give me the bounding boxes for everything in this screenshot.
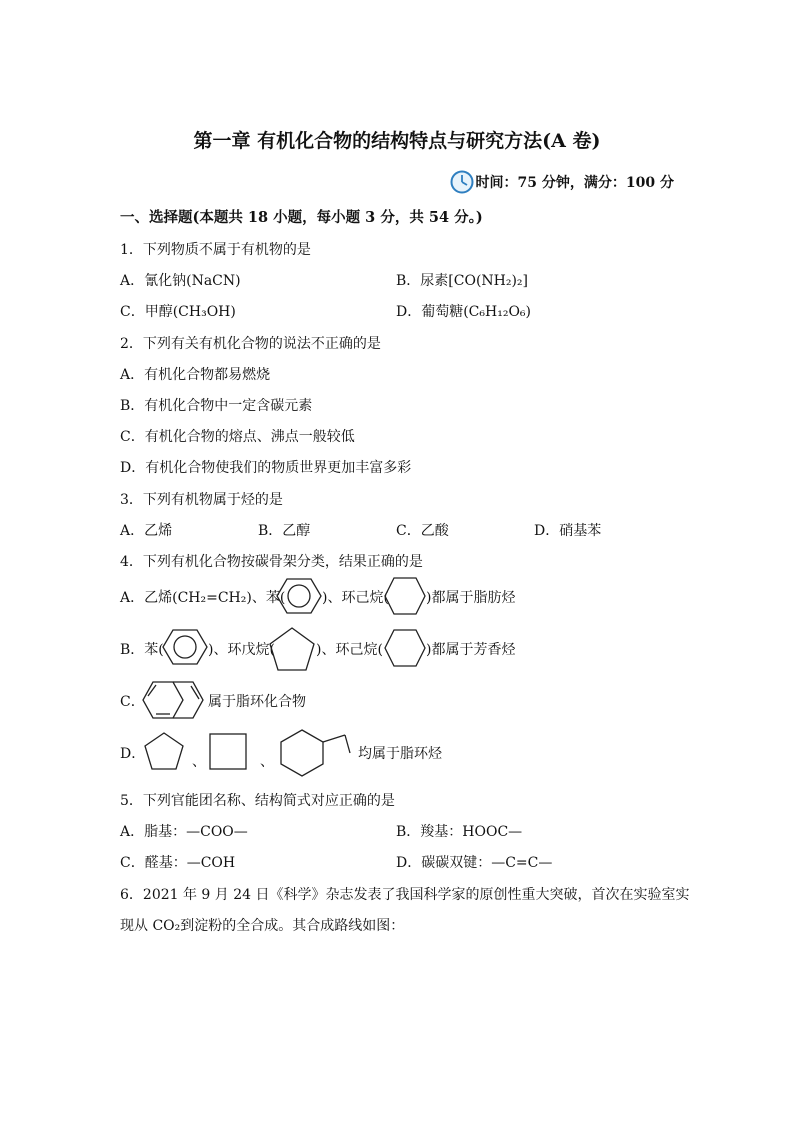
question-3-option-a: A．乙烯 [120,523,173,539]
question-1-option-b: B．尿素[CO(NH₂)₂] [396,273,529,289]
question-5-option-b: B．羧基：HOOC— [396,824,523,840]
question-4-stem: 4．下列有机化合物按碳骨架分类，结果正确的是 [120,554,423,570]
question-4-option-d-label: D． [120,746,146,762]
clock-icon [450,170,474,194]
page-title: 第一章 有机化合物的结构特点与研究方法(A 卷) [193,130,601,152]
question-4-option-c-text: 属于脂环化合物 [208,694,306,710]
question-3-option-b: B．乙醇 [258,523,311,539]
question-4-option-d-sep2: 、 [260,754,274,770]
question-5-option-a: A．脂基：—COO— [120,824,248,840]
question-1-option-d: D．葡萄糖(C₆H₁₂O₆) [396,304,531,320]
question-4-option-b-part3: )、环己烷( [316,642,383,658]
question-1-option-a: A．氰化钠(NaCN) [120,273,241,289]
question-4-option-a-part2: )、环己烷( [322,590,389,606]
question-3-option-d: D．硝基苯 [534,523,602,539]
naphthalene-structure [142,681,208,719]
question-4-option-b-part2: )、环戊烷( [208,642,275,658]
question-4-option-c-label: C． [120,694,145,710]
benzene-structure [162,627,208,667]
section-heading: 一、选择题(本题共 18 小题，每小题 3 分，共 54 分。) [120,209,483,226]
question-4-option-b-part4: )都属于芳香烃 [426,642,516,658]
benzene-structure [276,576,322,616]
question-3-stem: 3．下列有机物属于烃的是 [120,492,283,508]
ethylcyclohexane-structure [280,729,358,777]
question-3-option-c: C．乙酸 [396,523,449,539]
question-1-stem: 1．下列物质不属于有机物的是 [120,242,311,258]
question-2-stem: 2．下列有关有机化合物的说法不正确的是 [120,336,381,352]
question-4-option-d-text: 均属于脂环烃 [358,746,442,762]
question-2-option-c: C．有机化合物的熔点、沸点一般较低 [120,429,355,445]
cyclohexane-structure [384,577,426,615]
cyclobutane-structure [209,733,247,770]
question-2-option-d: D．有机化合物使我们的物质世界更加丰富多彩 [120,460,412,476]
question-2-option-b: B．有机化合物中一定含碳元素 [120,398,313,414]
question-5-option-c: C．醛基：—COH [120,855,236,871]
question-5-stem: 5．下列官能团名称、结构简式对应正确的是 [120,793,395,809]
question-6-line-2: 现从 CO₂到淀粉的全合成。其合成路线如图： [120,918,405,934]
question-1-option-c: C．甲醇(CH₃OH) [120,304,236,320]
question-4-option-a-part3: )都属于脂肪烃 [426,590,516,606]
cyclopentane-structure [144,732,184,770]
question-4-option-b-part1: B．苯( [120,642,164,658]
question-5-option-d: D．碳碳双键：—C=C— [396,855,553,871]
question-4-option-a-part1: A．乙烯(CH₂=CH₂)、苯( [120,590,286,606]
question-4-option-d-sep1: 、 [192,754,206,770]
cyclohexane-structure [384,629,426,667]
time-info-text: 时间：75 分钟，满分：100 分 [475,175,674,191]
time-info [450,170,674,194]
cyclopentane-structure [268,627,316,671]
question-6-line-1: 6．2021 年 9 月 24 日《科学》杂志发表了我国科学家的原创性重大突破，首次在实验室实 [120,887,690,903]
question-2-option-a: A．有机化合物都易燃烧 [120,367,271,383]
